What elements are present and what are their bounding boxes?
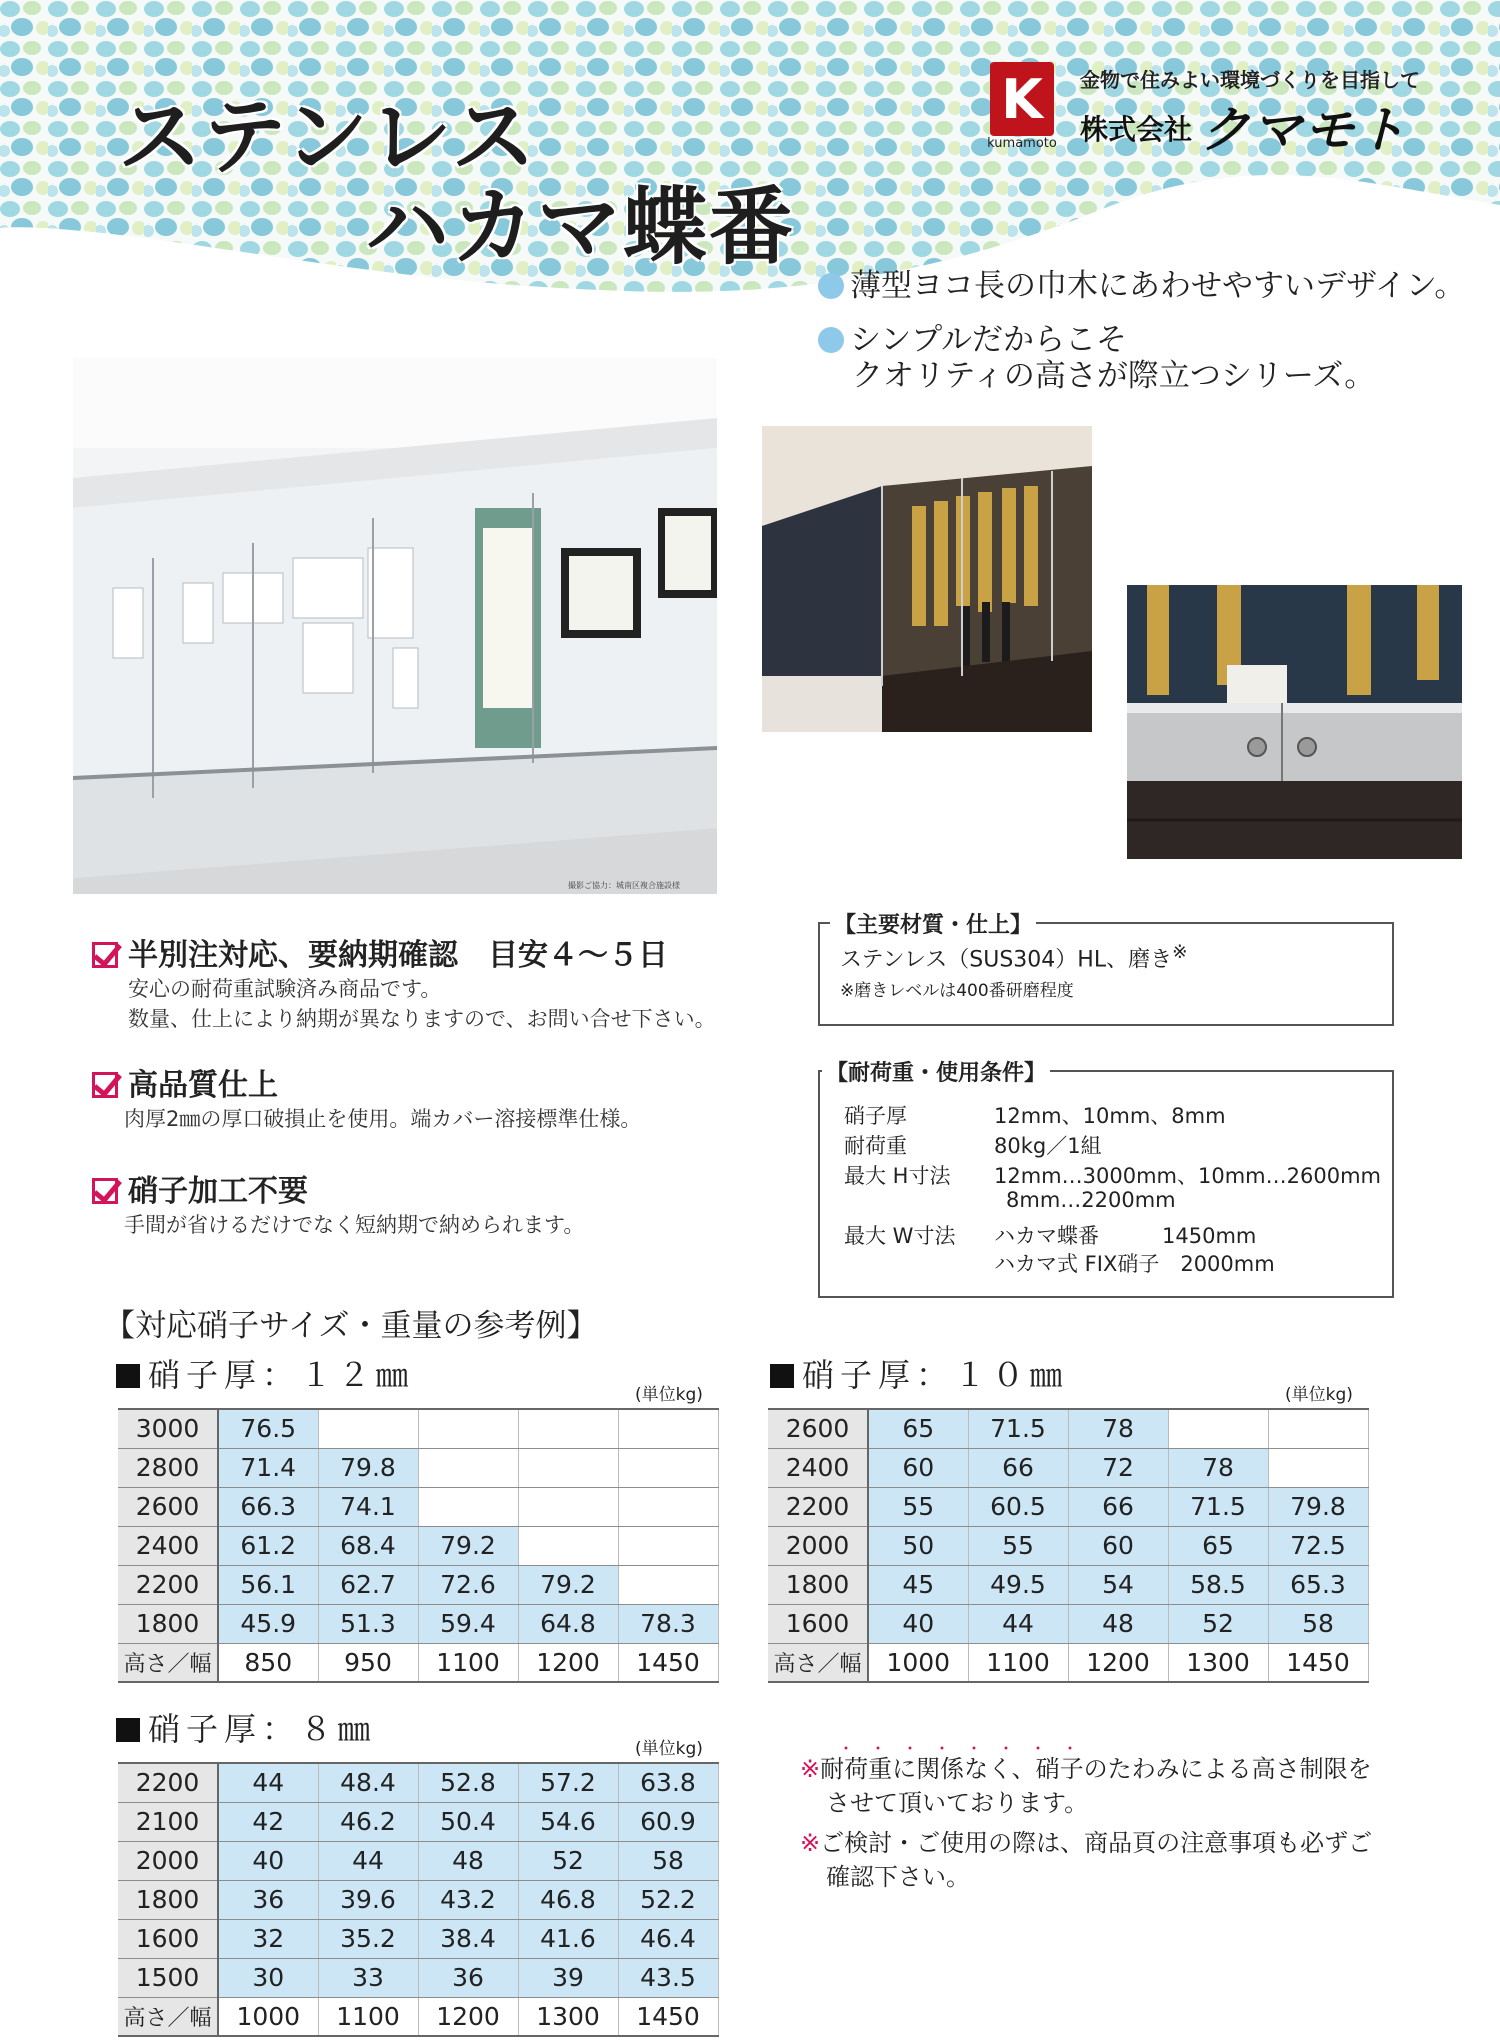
- weight-cell: 36: [418, 1958, 518, 1997]
- weight-cell: 58: [618, 1841, 718, 1880]
- logo-caption: kumamoto: [987, 136, 1057, 151]
- weight-cell: [418, 1409, 518, 1448]
- row-height-label: 2200: [768, 1487, 868, 1526]
- product-title-line2: ハカマ蝶番: [365, 178, 796, 276]
- width-label: 1000: [868, 1643, 968, 1682]
- weight-cell: 64.8: [518, 1604, 618, 1643]
- weight-cell: [518, 1448, 618, 1487]
- cond-value-max-w-2: ハカマ式 FIX硝子 2000mm: [994, 1252, 1275, 1276]
- materials-note: ※磨きレベルは400番研磨程度: [840, 981, 1074, 1001]
- width-label: 1450: [1268, 1643, 1368, 1682]
- glass-table-8mm: [118, 1762, 719, 2037]
- weight-cell: 48: [1068, 1604, 1168, 1643]
- table-row: [768, 1526, 1368, 1565]
- hinge-detail-photo: [1127, 585, 1462, 859]
- bullet-dot-icon: [818, 327, 844, 353]
- note-1-line1: 耐荷重に関係なく、硝子のたわみによる高さ制限を: [820, 1755, 1372, 1783]
- table-row: [768, 1409, 1368, 1448]
- width-label: 1450: [618, 1997, 718, 2036]
- note-1: [800, 1752, 1372, 1820]
- corner-label: 高さ／幅: [118, 1997, 218, 2036]
- emphasis-dots: ・・・・・・・・: [838, 1739, 1095, 1758]
- weight-cell: 62.7: [318, 1565, 418, 1604]
- weight-cell: 38.4: [418, 1919, 518, 1958]
- materials-mark: ※: [1172, 942, 1188, 963]
- weight-cell: 35.2: [318, 1919, 418, 1958]
- weight-cell: 79.2: [418, 1526, 518, 1565]
- weight-cell: 44: [318, 1841, 418, 1880]
- note-mark: ※: [800, 1755, 821, 1783]
- width-label: 1100: [418, 1643, 518, 1682]
- weight-cell: 51.3: [318, 1604, 418, 1643]
- point-body-1: [128, 974, 716, 1034]
- weight-cell: 52.2: [618, 1880, 718, 1919]
- table-row: [768, 1487, 1368, 1526]
- table-row: [768, 1604, 1368, 1643]
- square-bullet-icon: [116, 1718, 140, 1742]
- weight-cell: [518, 1409, 618, 1448]
- weight-cell: 65.3: [1268, 1565, 1368, 1604]
- width-label: 1300: [518, 1997, 618, 2036]
- weight-cell: 59.4: [418, 1604, 518, 1643]
- width-label: 1450: [618, 1643, 718, 1682]
- weight-cell: 63.8: [618, 1763, 718, 1802]
- weight-cell: 39: [518, 1958, 618, 1997]
- table-row: [118, 1802, 718, 1841]
- weight-cell: 43.5: [618, 1958, 718, 1997]
- weight-cell: 52.8: [418, 1763, 518, 1802]
- width-label: 1300: [1168, 1643, 1268, 1682]
- weight-cell: 52: [518, 1841, 618, 1880]
- point-body-1-line1: 安心の耐荷重試験済み商品です。: [128, 977, 442, 1001]
- width-label: 1100: [318, 1997, 418, 2036]
- row-height-label: 2000: [768, 1526, 868, 1565]
- point-body-2: [124, 1104, 641, 1134]
- table-row: [118, 1604, 718, 1643]
- point-heading-2-text: 高品質仕上: [128, 1068, 278, 1103]
- width-label: 1200: [518, 1643, 618, 1682]
- weight-cell: 54.6: [518, 1802, 618, 1841]
- width-label: 1100: [968, 1643, 1068, 1682]
- cond-label-thickness: 硝子厚: [844, 1104, 907, 1128]
- table-12mm-unit: (単位kg): [635, 1385, 703, 1405]
- weight-cell: 58.5: [1168, 1565, 1268, 1604]
- weight-cell: 79.8: [318, 1448, 418, 1487]
- row-height-label: 1800: [768, 1565, 868, 1604]
- table-row: [768, 1448, 1368, 1487]
- feature-bullet-2: [818, 322, 1127, 358]
- weight-cell: 32: [218, 1919, 318, 1958]
- weight-cell: 55: [968, 1526, 1068, 1565]
- corner-label: 高さ／幅: [768, 1643, 868, 1682]
- point-body-1-line2: 数量、仕上により納期が異なりますので、お問い合せ下さい。: [128, 1007, 716, 1031]
- weight-cell: [618, 1487, 718, 1526]
- weight-cell: 50: [868, 1526, 968, 1565]
- point-heading-3: [92, 1166, 308, 1210]
- table-row: [118, 1487, 718, 1526]
- point-heading-3-text: 硝子加工不要: [128, 1174, 308, 1209]
- weight-cell: 48.4: [318, 1763, 418, 1802]
- weight-cell: 78.3: [618, 1604, 718, 1643]
- weight-cell: 40: [218, 1841, 318, 1880]
- width-label: 850: [218, 1643, 318, 1682]
- weight-cell: 48: [418, 1841, 518, 1880]
- weight-cell: 54: [1068, 1565, 1168, 1604]
- width-label: 1200: [418, 1997, 518, 2036]
- shop-showcase-photo: [762, 426, 1092, 732]
- weight-cell: [618, 1565, 718, 1604]
- weight-cell: 56.1: [218, 1565, 318, 1604]
- weight-cell: 46.8: [518, 1880, 618, 1919]
- cond-value-load: 80kg／1組: [994, 1134, 1102, 1158]
- weight-cell: 30: [218, 1958, 318, 1997]
- point-heading-1-text: 半別注対応、要納期確認 目安４～５日: [128, 938, 668, 973]
- width-label: 1200: [1068, 1643, 1168, 1682]
- weight-cell: 44: [218, 1763, 318, 1802]
- checkbox-icon: [92, 1178, 118, 1204]
- weight-cell: 66: [968, 1448, 1068, 1487]
- row-height-label: 1800: [118, 1880, 218, 1919]
- weight-cell: 36: [218, 1880, 318, 1919]
- row-height-label: 1500: [118, 1958, 218, 1997]
- feature-text-2: シンプルだからこそ: [850, 322, 1127, 358]
- weight-cell: 66.3: [218, 1487, 318, 1526]
- company-prefix: 株式会社: [1080, 113, 1193, 146]
- weight-cell: 72: [1068, 1448, 1168, 1487]
- table-row: [118, 1448, 718, 1487]
- feature-text-2-line2: クオリティの高さが際立つシリーズ。: [852, 358, 1376, 394]
- weight-cell: 60.9: [618, 1802, 718, 1841]
- row-height-label: 3000: [118, 1409, 218, 1448]
- weight-cell: 65: [1168, 1526, 1268, 1565]
- row-height-label: 2800: [118, 1448, 218, 1487]
- weight-cell: [618, 1448, 718, 1487]
- company-slogan: 金物で住みよい環境づくりを目指して: [1080, 68, 1420, 92]
- conditions-title: 【耐荷重・使用条件】: [822, 1056, 1050, 1087]
- weight-cell: [1268, 1448, 1368, 1487]
- cond-value-max-h: 12mm…3000mm、10mm…2600mm: [994, 1164, 1381, 1188]
- table-row: [118, 1763, 718, 1802]
- weight-cell: 60.5: [968, 1487, 1068, 1526]
- weight-cell: 71.5: [968, 1409, 1068, 1448]
- logo-letter: K: [1001, 68, 1043, 131]
- weight-cell: 39.6: [318, 1880, 418, 1919]
- table-row: [118, 1958, 718, 1997]
- note-mark: ※: [800, 1829, 821, 1857]
- weight-cell: 78: [1168, 1448, 1268, 1487]
- table-row: [768, 1565, 1368, 1604]
- materials-text: ステンレス（SUS304）HL、磨き: [840, 947, 1173, 973]
- table-12mm-heading: [116, 1350, 414, 1396]
- table-row: [118, 1919, 718, 1958]
- table-8mm-unit: (単位kg): [635, 1739, 703, 1759]
- cond-value-max-h-2: 8mm…2200mm: [1006, 1188, 1176, 1212]
- point-heading-1: [92, 930, 668, 974]
- checkbox-icon: [92, 1072, 118, 1098]
- weight-cell: 43.2: [418, 1880, 518, 1919]
- table-8mm-heading-text: 硝子厚：８㎜: [148, 1710, 377, 1748]
- weight-cell: 50.4: [418, 1802, 518, 1841]
- table-row: [118, 1880, 718, 1919]
- weight-cell: 44: [968, 1604, 1068, 1643]
- table-footer-row: [118, 1643, 718, 1682]
- table-10mm-unit: (単位kg): [1285, 1385, 1353, 1405]
- note-2: [800, 1826, 1372, 1894]
- weight-cell: [618, 1526, 718, 1565]
- row-height-label: 2100: [118, 1802, 218, 1841]
- row-height-label: 1600: [768, 1604, 868, 1643]
- feature-bullet-1: [818, 268, 1465, 304]
- cond-label-max-h: 最大 H寸法: [844, 1164, 951, 1188]
- weight-cell: [518, 1487, 618, 1526]
- table-12mm-heading-text: 硝子厚：１２㎜: [148, 1356, 415, 1394]
- weight-cell: 79.8: [1268, 1487, 1368, 1526]
- note-2-line2: 確認下さい。: [826, 1863, 970, 1891]
- weight-cell: 52: [1168, 1604, 1268, 1643]
- glass-table-10mm: [768, 1408, 1369, 1683]
- company-logo: [990, 62, 1054, 136]
- corner-label: 高さ／幅: [118, 1643, 218, 1682]
- feature-text-1: 薄型ヨコ長の巾木にあわせやすいデザイン。: [850, 268, 1466, 304]
- width-label: 950: [318, 1643, 418, 1682]
- weight-cell: 71.4: [218, 1448, 318, 1487]
- glass-table-12mm: [118, 1408, 719, 1683]
- company-name: クマモト: [1200, 101, 1408, 159]
- materials-text-row: [840, 942, 1187, 973]
- cond-value-max-w: ハカマ蝶番 1450mm: [994, 1224, 1257, 1248]
- weight-cell: 74.1: [318, 1487, 418, 1526]
- width-label: 1000: [218, 1997, 318, 2036]
- weight-cell: 33: [318, 1958, 418, 1997]
- weight-cell: 46.4: [618, 1919, 718, 1958]
- square-bullet-icon: [770, 1364, 794, 1388]
- table-footer-row: [768, 1643, 1368, 1682]
- table-10mm-heading: [770, 1350, 1068, 1396]
- exhibition-showcase-photo: [73, 358, 717, 894]
- weight-cell: 42: [218, 1802, 318, 1841]
- row-height-label: 2600: [768, 1409, 868, 1448]
- cond-label-load: 耐荷重: [844, 1134, 907, 1158]
- note-2-line1: ご検討・ご使用の際は、商品頁の注意事項も必ずご: [820, 1829, 1373, 1857]
- weight-cell: 45.9: [218, 1604, 318, 1643]
- materials-title: 【主要材質・仕上】: [830, 908, 1036, 939]
- weight-cell: 58: [1268, 1604, 1368, 1643]
- point-body-2-line1: 肉厚2㎜の厚口破損止を使用。端カバー溶接標準仕様。: [124, 1107, 642, 1131]
- row-height-label: 2200: [118, 1565, 218, 1604]
- weight-cell: 79.2: [518, 1565, 618, 1604]
- table-8mm-heading: [116, 1704, 376, 1750]
- bullet-dot-icon: [818, 273, 844, 299]
- row-height-label: 1600: [118, 1919, 218, 1958]
- weight-cell: [618, 1409, 718, 1448]
- table-row: [118, 1841, 718, 1880]
- checkbox-icon: [92, 942, 118, 968]
- weight-cell: [418, 1487, 518, 1526]
- tables-heading: 【対応硝子サイズ・重量の参考例】: [104, 1308, 598, 1344]
- weight-cell: 45: [868, 1565, 968, 1604]
- weight-cell: 49.5: [968, 1565, 1068, 1604]
- table-footer-row: [118, 1997, 718, 2036]
- point-body-3-line1: 手間が省けるだけでなく短納期で納められます。: [124, 1213, 585, 1237]
- cond-value-thickness: 12mm、10mm、8mm: [994, 1104, 1226, 1128]
- table-row: [118, 1409, 718, 1448]
- weight-cell: [1168, 1409, 1268, 1448]
- weight-cell: [418, 1448, 518, 1487]
- row-height-label: 2400: [768, 1448, 868, 1487]
- weight-cell: 40: [868, 1604, 968, 1643]
- row-height-label: 2400: [118, 1526, 218, 1565]
- table-row: [118, 1526, 718, 1565]
- weight-cell: 68.4: [318, 1526, 418, 1565]
- table-row: [118, 1565, 718, 1604]
- weight-cell: 41.6: [518, 1919, 618, 1958]
- note-1-line2: させて頂いております。: [826, 1789, 1089, 1817]
- product-title-line1: ステンレス: [118, 88, 538, 186]
- square-bullet-icon: [116, 1364, 140, 1388]
- weight-cell: 72.6: [418, 1565, 518, 1604]
- row-height-label: 1800: [118, 1604, 218, 1643]
- point-body-3: [124, 1210, 584, 1240]
- weight-cell: 57.2: [518, 1763, 618, 1802]
- weight-cell: 72.5: [1268, 1526, 1368, 1565]
- weight-cell: 76.5: [218, 1409, 318, 1448]
- table-10mm-heading-text: 硝子厚：１０㎜: [802, 1356, 1069, 1394]
- weight-cell: 61.2: [218, 1526, 318, 1565]
- weight-cell: 46.2: [318, 1802, 418, 1841]
- weight-cell: 65: [868, 1409, 968, 1448]
- weight-cell: [518, 1526, 618, 1565]
- row-height-label: 2600: [118, 1487, 218, 1526]
- row-height-label: 2000: [118, 1841, 218, 1880]
- weight-cell: 55: [868, 1487, 968, 1526]
- weight-cell: 60: [1068, 1526, 1168, 1565]
- row-height-label: 2200: [118, 1763, 218, 1802]
- weight-cell: 78: [1068, 1409, 1168, 1448]
- photo-credit: 撮影ご協力：城南区複合施設様: [568, 881, 680, 890]
- cond-label-max-w: 最大 W寸法: [844, 1224, 956, 1248]
- point-heading-2: [92, 1060, 278, 1104]
- weight-cell: [1268, 1409, 1368, 1448]
- weight-cell: 60: [868, 1448, 968, 1487]
- weight-cell: [318, 1409, 418, 1448]
- weight-cell: 66: [1068, 1487, 1168, 1526]
- weight-cell: 71.5: [1168, 1487, 1268, 1526]
